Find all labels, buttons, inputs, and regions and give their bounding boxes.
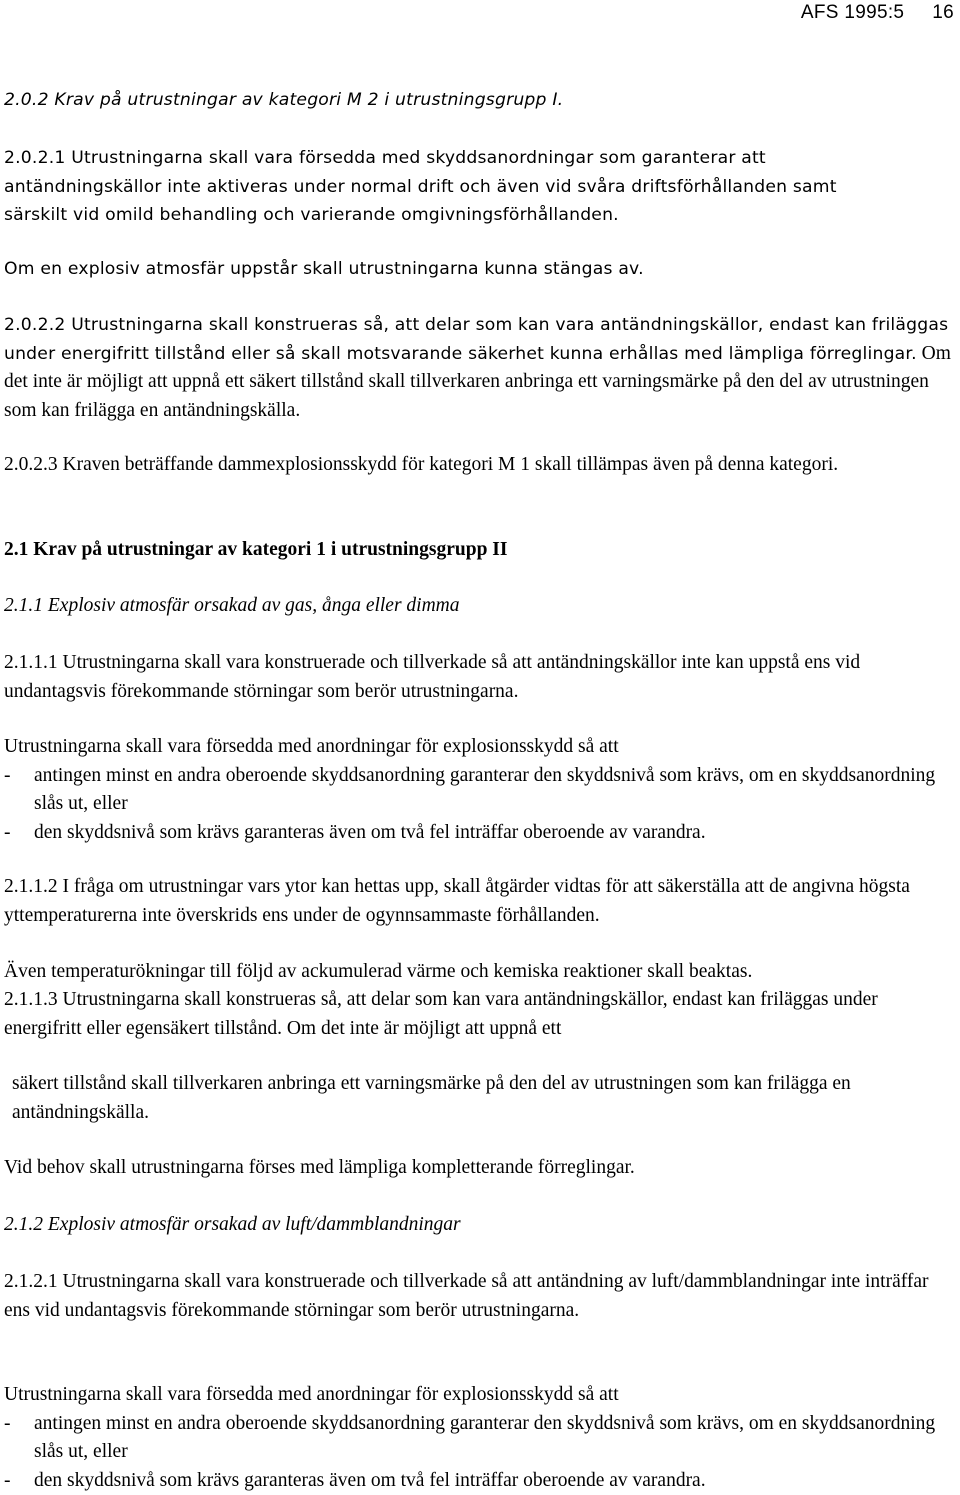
- paragraph-2-0-2-2-part1: 2.0.2.2 Utrustningarna skall konstrueras så, att delar som kan vara antändningskällor, endast kan friläggas under energifritt tillstånd eller så skall motsvarande säkerhet kunna erhållas med lämpliga förreglingar.: [4, 315, 948, 364]
- paragraph-2-1-2-1: 2.1.2.1 Utrustningarna skall vara konstruerade och tillverkade så att antändning av luft/dammblandningar inte inträffar ens vid undantagsvis förekommande störningar som berör utrustningarna.: [4, 1268, 956, 1325]
- list-item: - antingen minst en andra oberoende skyddsanordning garanterar den skyddsnivå som krävs, om en skyddsanordning slås ut, eller: [4, 1410, 956, 1467]
- paragraph-2-0-2-3: 2.0.2.3 Kraven beträffande dammexplosionsskydd för kategori M 1 skall tillämpas även på denna kategori.: [4, 451, 956, 480]
- paragraph-2-1-1-1: 2.1.1.1 Utrustningarna skall vara konstruerade och tillverkade så att antändningskällor inte kan uppstå ens vid undantagsvis förekommande störningar som berör utrustningarna.: [4, 649, 956, 706]
- document-reference: AFS 1995:5: [801, 2, 904, 23]
- paragraph-interlocks: Vid behov skall utrustningarna förses med lämpliga kompletterande förreglingar.: [4, 1154, 956, 1183]
- section-heading-2-0-2: 2.0.2 Krav på utrustningar av kategori M 2 i utrustningsgrupp I.: [4, 86, 956, 115]
- list-item: - den skyddsnivå som krävs garanteras även om två fel inträffar oberoende av varandra.: [4, 819, 956, 848]
- subsection-heading-2-1-1: 2.1.1 Explosiv atmosfär orsakad av gas, ånga eller dimma: [4, 592, 956, 621]
- paragraph-line: antändningskällor inte aktiveras under normal drift och även vid svåra driftsförhållanden samt: [4, 173, 956, 202]
- paragraph-stop: Om en explosiv atmosfär uppstår skall utrustningarna kunna stängas av.: [4, 255, 956, 284]
- paragraph-line: särskilt vid omild behandling och varierande omgivningsförhållanden.: [4, 201, 956, 230]
- list-item: - den skyddsnivå som krävs garanteras även om två fel inträffar oberoende av varandra.: [4, 1467, 956, 1495]
- page-number: 16: [932, 2, 954, 23]
- explosion-protection-list-2: [4, 1381, 956, 1495]
- paragraph-2-0-2-2: [4, 311, 956, 425]
- page-header: [801, 2, 954, 24]
- paragraph-2-1-1-3: 2.1.1.3 Utrustningarna skall konstrueras så, att delar som kan vara antändningskällor, endast kan friläggas under energifritt eller egensäkert tillstånd. Om det inte är möjligt att uppnå ett: [4, 986, 956, 1043]
- section-heading-2-1: 2.1 Krav på utrustningar av kategori 1 i utrustningsgrupp II: [4, 536, 956, 565]
- paragraph-warning-mark: säkert tillstånd skall tillverkaren anbringa ett varningsmärke på den del av utrustningen som kan frilägga en antändningskälla.: [4, 1070, 960, 1127]
- subsection-heading-2-1-2: 2.1.2 Explosiv atmosfär orsakad av luft/dammblandningar: [4, 1211, 956, 1240]
- paragraph-2-0-2-1: [4, 144, 956, 230]
- paragraph-line: 2.0.2.1 Utrustningarna skall vara försedda med skyddsanordningar som garanterar att: [4, 144, 956, 173]
- explosion-protection-list-1: [4, 733, 956, 847]
- list-intro: Utrustningarna skall vara försedda med anordningar för explosionsskydd så att: [4, 733, 956, 762]
- paragraph-2-1-1-2: 2.1.1.2 I fråga om utrustningar vars ytor kan hettas upp, skall åtgärder vidtas för att säkerställa att de angivna högsta yttemperaturerna inte överskrids ens under de ogynnsammaste förhållanden.: [4, 873, 956, 930]
- paragraph-temperature: Även temperaturökningar till följd av ackumulerad värme och kemiska reaktioner skall beaktas.: [4, 958, 956, 987]
- list-intro: Utrustningarna skall vara försedda med anordningar för explosionsskydd så att: [4, 1381, 956, 1410]
- paragraph-2-0-2-2-part2: Om det inte är möjligt att uppnå ett säkert tillstånd skall tillverkaren anbringa ett varningsmärke på den del av utrustningen som kan frilägga en antändningskälla.: [4, 343, 951, 421]
- list-item: - antingen minst en andra oberoende skyddsanordning garanterar den skyddsnivå som krävs, om en skyddsanordning slås ut, eller: [4, 762, 956, 819]
